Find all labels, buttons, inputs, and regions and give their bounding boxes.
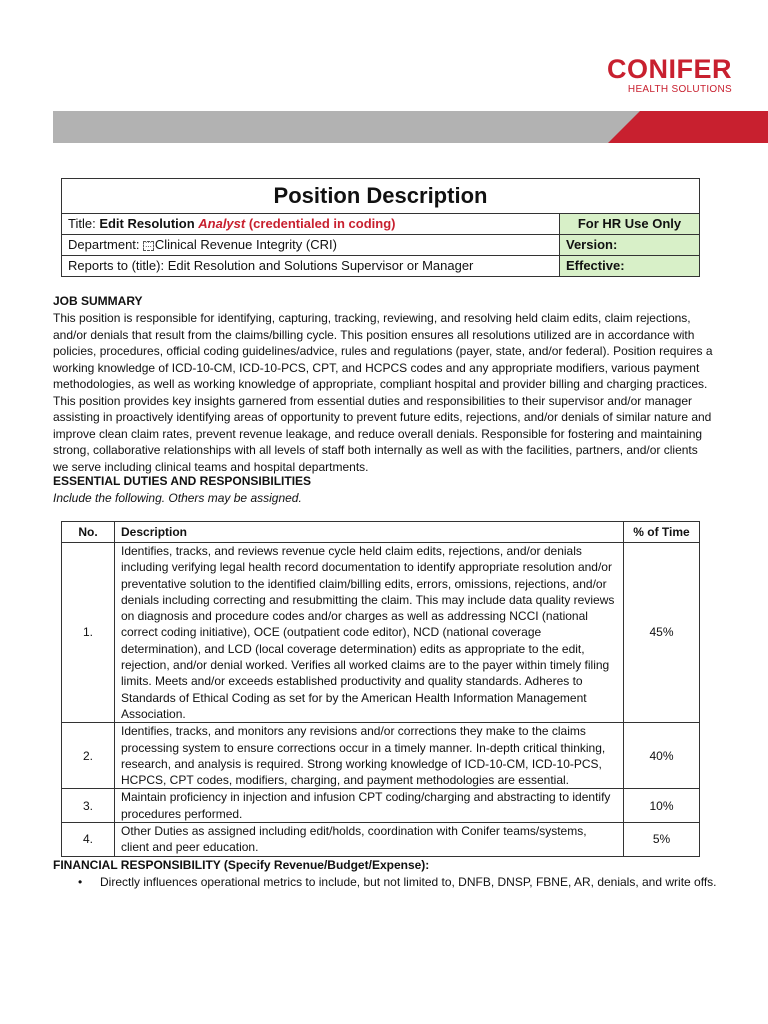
department-value: Clinical Revenue Integrity (CRI) [154, 237, 337, 252]
version-label: Version: [560, 235, 700, 256]
title-qualifier: (credentialed in coding) [245, 216, 396, 231]
duty-number: 4. [62, 823, 115, 857]
department-cell [62, 235, 560, 256]
table-row [62, 543, 700, 723]
duty-description: Identifies, tracks, and reviews revenue cycle held claim edits, rejections, and/or denials including verifying legal health record documentation to identify appropriate resolution and/or preventative solution to the identified claim/billing edits, errors, omissions, rejections, and/or denials including correcting and resubmitting the claim. This may include data quality reviews on diagnosis and procedure codes and/or charges as well as addressing NCCI (national correct coding initiative), OCE (outpatient code editor), NCD (national coverage determination), and LCD (local coverage determination) edits as appropriate to the edit, rejection, and/or denial worked. Verifies all worked claims are to the payer within timely filing limits. Meets and/or exceeds established productivity and quality standards. Adheres to Standards of Ethical Coding as set for by the American Health Information Management Association. [115, 543, 624, 723]
duty-number: 1. [62, 543, 115, 723]
column-header-percent-time: % of Time [624, 522, 700, 543]
duty-percent: 5% [624, 823, 700, 857]
duties-header-row [62, 522, 700, 543]
conifer-logo [607, 56, 732, 95]
duties-note: Include the following. Others may be assigned. [53, 491, 302, 505]
title-cell [62, 214, 560, 235]
duty-description: Other Duties as assigned including edit/holds, coordination with Conifer teams/systems, client and peer education. [115, 823, 624, 857]
duty-percent: 10% [624, 789, 700, 823]
list-item [78, 875, 717, 889]
reports-to-value: Edit Resolution and Solutions Supervisor or Manager [167, 258, 474, 273]
effective-label: Effective: [560, 256, 700, 277]
logo-name: CONIFER [607, 54, 732, 84]
duty-description: Identifies, tracks, and monitors any revisions and/or corrections they make to the claims processing system to ensure corrections occur in a timely manner. In-depth critical thinking, research, and analysis is required. Strong working knowledge of ICD-10-CM, ICD-10-PCS, HCPCS, CPT codes, modifiers, charging, and payment methodologies are essential. [115, 723, 624, 789]
duty-number: 3. [62, 789, 115, 823]
logo-tagline: HEALTH SOLUTIONS [627, 84, 732, 95]
table-row [62, 823, 700, 857]
duty-percent: 40% [624, 723, 700, 789]
reports-to-label: Reports to (title): [68, 258, 168, 273]
column-header-description: Description [115, 522, 624, 543]
title-label: Title: [68, 216, 100, 231]
duties-heading: ESSENTIAL DUTIES AND RESPONSIBILITIES [53, 474, 312, 488]
financial-bullet-text: Directly influences operational metrics to include, but not limited to, DNFB, DNSP, FBNE, AR, denials, and write offs. [100, 875, 717, 889]
form-field-marker-icon: ⁚⁚⁚ [145, 241, 152, 249]
header-banner [53, 111, 768, 143]
position-header-table [61, 178, 700, 277]
duty-description: Maintain proficiency in injection and infusion CPT coding/charging and abstracting to identify procedures performed. [115, 789, 624, 823]
page-title: Position Description [62, 179, 700, 214]
department-label: Department: [68, 237, 144, 252]
table-row [62, 723, 700, 789]
title-analyst: Analyst [198, 216, 246, 231]
banner-red-accent [608, 111, 768, 143]
duties-table [61, 521, 700, 857]
job-summary-heading: JOB SUMMARY [53, 294, 143, 308]
duty-number: 2. [62, 723, 115, 789]
column-header-no: No. [62, 522, 115, 543]
bullet-icon: • [78, 875, 83, 889]
hr-use-only: For HR Use Only [560, 214, 700, 235]
table-row [62, 789, 700, 823]
job-summary-text: This position is responsible for identifying, capturing, tracking, reviewing, and resolving held claim edits, claim rejections, and/or denials that result from the claims/billing cycle. This position ensures all resolutions utilized are in accordance with policies, procedures, official coding guidelines/advice, rules and regulations (payer, state, and/or federal). Position requires a working knowledge of ICD-10-CM, ICD-10-PCS, CPT, and HCPCS codes and any appropriate modifiers, various payment methodologies, as well as working knowledge of appropriate, compliant hospital and provider billing and charging practices. This position provides key insights garnered from essential duties and responsibilities to their supervisor and/or manager assisting in proactively identifying areas of opportunity to prevent future edits, rejections, and/or denials of similar nature and improve clean claim rates, prevent revenue leakage, and reduce overall denials. Responsible for fostering and maintaining strong, collaborative relationships with all levels of staff both internally as well as with the facilities, partners, and/or clients we serve including clinical teams and hospital departments. [53, 311, 713, 474]
title-text: Edit Resolution [99, 216, 199, 231]
reports-to-cell [62, 256, 560, 277]
duty-percent: 45% [624, 543, 700, 723]
financial-heading: FINANCIAL RESPONSIBILITY (Specify Revenue/Budget/Expense): [53, 858, 430, 872]
